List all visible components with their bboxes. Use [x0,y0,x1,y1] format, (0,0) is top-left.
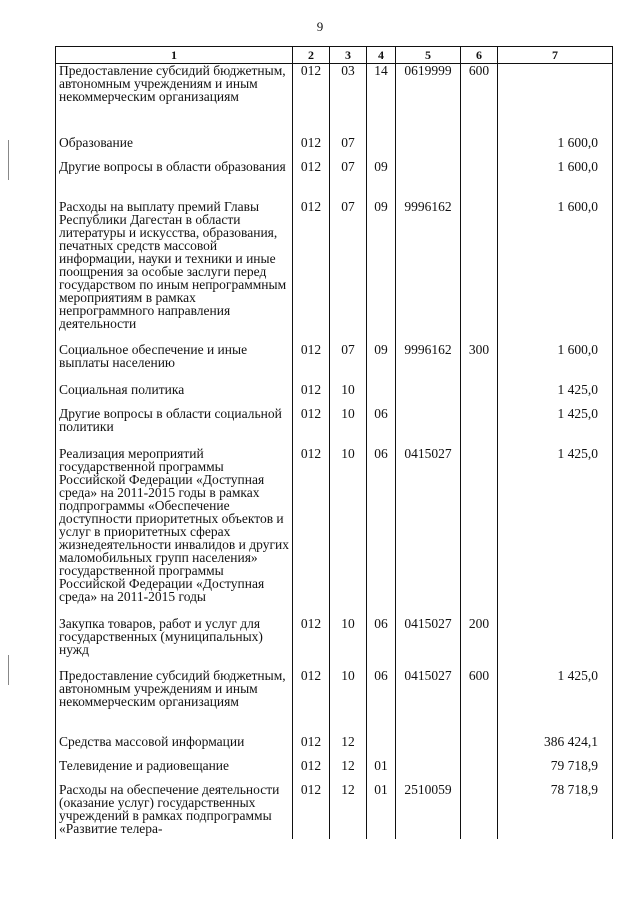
code-ved: 012 [293,343,330,383]
code-subsection [367,735,396,759]
table-row [56,343,613,383]
code-subsection: 01 [367,783,396,839]
expense-name: Расходы на обеспечение деятельности (оказание услуг) государственных учреждений в рамках подпрограммы «Развитие телера- [56,783,293,839]
code-section: 10 [330,383,367,407]
code-target: 9996162 [396,343,461,383]
expense-name: Предоставление субсидий бюджетным, автономным учреждениям и иным некоммерческим организациям [56,64,293,136]
amount: 1 425,0 [498,447,613,617]
amount: 1 600,0 [498,136,613,160]
code-expense-type [461,200,498,343]
code-expense-type: 600 [461,64,498,136]
table-row [56,759,613,783]
code-expense-type: 200 [461,617,498,669]
table-row [56,735,613,759]
amount: 386 424,1 [498,735,613,759]
code-subsection: 09 [367,160,396,200]
amount [498,64,613,136]
code-section: 10 [330,407,367,447]
amount: 1 425,0 [498,407,613,447]
code-ved: 012 [293,783,330,839]
code-subsection [367,136,396,160]
amount: 79 718,9 [498,759,613,783]
code-subsection: 06 [367,447,396,617]
table-row [56,617,613,669]
code-ved: 012 [293,200,330,343]
table-row [56,447,613,617]
code-expense-type [461,447,498,617]
column-header: 3 [330,47,367,64]
amount: 1 600,0 [498,343,613,383]
expense-name: Средства массовой информации [56,735,293,759]
code-section: 10 [330,669,367,735]
code-subsection [367,383,396,407]
expense-name: Другие вопросы в области социальной политики [56,407,293,447]
expense-name: Образование [56,136,293,160]
code-ved: 012 [293,383,330,407]
amount [498,617,613,669]
code-ved: 012 [293,160,330,200]
expense-name: Предоставление субсидий бюджетным, автономным учреждениям и иным некоммерческим организациям [56,669,293,735]
column-header: 6 [461,47,498,64]
code-section: 07 [330,160,367,200]
code-section: 12 [330,783,367,839]
code-target: 2510059 [396,783,461,839]
code-expense-type [461,735,498,759]
code-expense-type: 600 [461,669,498,735]
table-header-row [56,47,613,64]
column-header: 4 [367,47,396,64]
code-target [396,735,461,759]
code-section: 10 [330,447,367,617]
code-expense-type [461,759,498,783]
code-subsection: 06 [367,669,396,735]
code-target: 0619999 [396,64,461,136]
code-target: 0415027 [396,669,461,735]
code-ved: 012 [293,735,330,759]
expense-name: Социальное обеспечение и иные выплаты населению [56,343,293,383]
code-ved: 012 [293,617,330,669]
column-header: 2 [293,47,330,64]
table-row [56,160,613,200]
page-number: 9 [316,19,324,34]
code-target [396,383,461,407]
table-row [56,669,613,735]
expense-name: Другие вопросы в области образования [56,160,293,200]
table-row [56,407,613,447]
expense-name: Закупка товаров, работ и услуг для государственных (муниципальных) нужд [56,617,293,669]
amount: 1 600,0 [498,200,613,343]
code-ved: 012 [293,759,330,783]
amount: 1 600,0 [498,160,613,200]
expense-name: Социальная политика [56,383,293,407]
code-section: 07 [330,343,367,383]
code-expense-type [461,407,498,447]
code-subsection: 09 [367,343,396,383]
code-target [396,407,461,447]
code-target: 0415027 [396,447,461,617]
expense-name: Телевидение и радиовещание [56,759,293,783]
code-section: 07 [330,136,367,160]
code-section: 10 [330,617,367,669]
code-subsection: 06 [367,617,396,669]
scan-edge-mark [8,140,9,180]
code-section: 07 [330,200,367,343]
code-target [396,759,461,783]
amount: 1 425,0 [498,383,613,407]
code-expense-type: 300 [461,343,498,383]
code-expense-type [461,136,498,160]
table-row [56,783,613,839]
code-subsection: 09 [367,200,396,343]
code-target [396,136,461,160]
column-header: 5 [396,47,461,64]
table-row [56,64,613,136]
code-ved: 012 [293,669,330,735]
code-target: 0415027 [396,617,461,669]
code-expense-type [461,160,498,200]
amount: 1 425,0 [498,669,613,735]
table-row [56,383,613,407]
code-expense-type [461,383,498,407]
code-ved: 012 [293,64,330,136]
code-subsection: 01 [367,759,396,783]
code-target: 9996162 [396,200,461,343]
expense-name: Расходы на выплату премий Главы Республики Дагестан в области литературы и искусства, образования, печатных средств массовой информации, науки и техники и иные поощрения за особые заслуги перед государством по иным непрограммным мероприятиям в рамках непрограммного направления деятельности [56,200,293,343]
column-header: 7 [498,47,613,64]
code-ved: 012 [293,136,330,160]
code-section: 12 [330,759,367,783]
code-section: 12 [330,735,367,759]
amount: 78 718,9 [498,783,613,839]
code-expense-type [461,783,498,839]
expense-name: Реализация мероприятий государственной программы Российской Федерации «Доступная среда» на 2011-2015 годы в рамках подпрограммы «Обеспечение доступности приоритетных объектов и услуг в приоритетных сферах жизнедеятельности инвалидов и других маломобильных групп населения» государственной программы Российской Федерации «Доступная среда» на 2011-2015 годы [56,447,293,617]
code-ved: 012 [293,447,330,617]
budget-table [55,46,613,839]
table-row [56,136,613,160]
column-header: 1 [56,47,293,64]
code-section: 03 [330,64,367,136]
code-ved: 012 [293,407,330,447]
scan-edge-mark [8,655,9,685]
code-subsection: 14 [367,64,396,136]
code-target [396,160,461,200]
table-row [56,200,613,343]
code-subsection: 06 [367,407,396,447]
